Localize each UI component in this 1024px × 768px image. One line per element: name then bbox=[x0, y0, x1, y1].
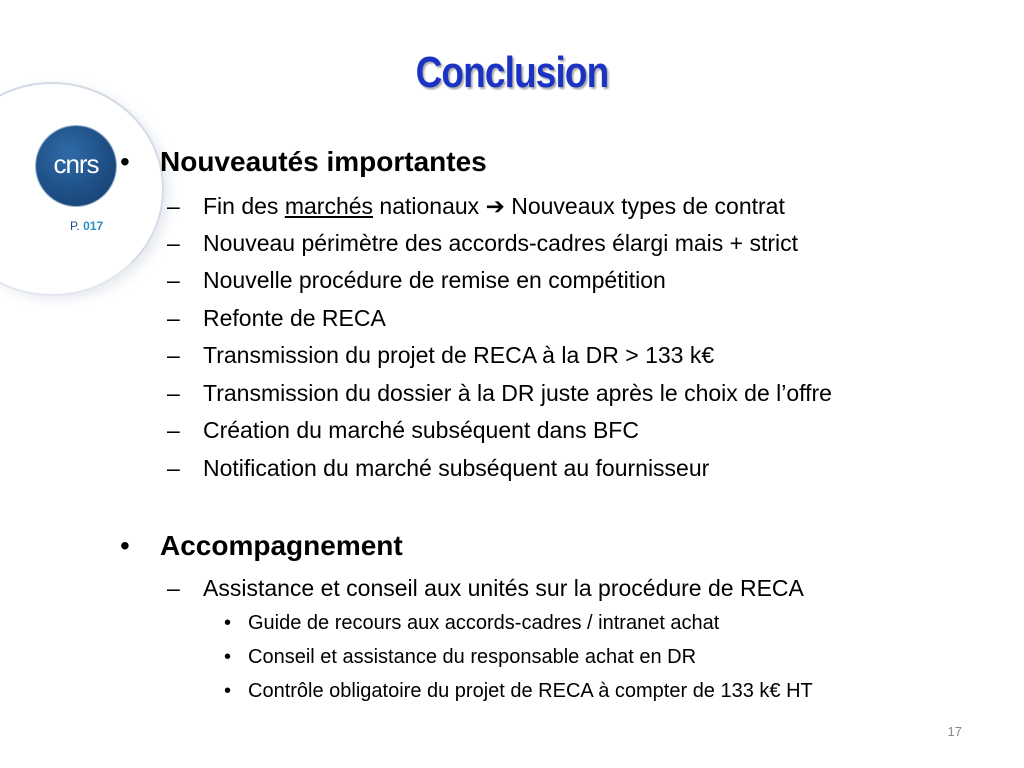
arrow-icon: ➔ bbox=[485, 193, 505, 219]
list-item bbox=[167, 342, 715, 369]
slide-title: Conclusion bbox=[415, 48, 609, 97]
cnrs-logo bbox=[36, 126, 116, 206]
dash-icon: – bbox=[167, 417, 180, 443]
sub-list-item-text: Contrôle obligatoire du projet de RECA à compter de 133 k€ HT bbox=[248, 680, 813, 702]
bullet-icon: • bbox=[224, 680, 232, 702]
logo-text: cnrs bbox=[53, 148, 99, 179]
logo-code-prefix: P. bbox=[70, 219, 80, 233]
sub-list-item bbox=[224, 646, 697, 669]
section-heading-1-text: Nouveautés importantes bbox=[160, 146, 487, 177]
list-item-text: Nouveaux types de contrat bbox=[511, 193, 785, 219]
list-item-text: Notification du marché subséquent au fournisseur bbox=[203, 455, 710, 481]
sub-list-item-text: Guide de recours aux accords-cadres / intranet achat bbox=[248, 612, 720, 634]
list-item bbox=[167, 305, 386, 332]
list-item-text: Transmission du projet de RECA à la DR > 133 k€ bbox=[203, 342, 715, 368]
list-item-text: Nouvelle procédure de remise en compétition bbox=[203, 267, 666, 293]
list-item-text: Création du marché subséquent dans BFC bbox=[203, 417, 639, 443]
list-item bbox=[167, 267, 666, 294]
bullet-icon: • bbox=[224, 612, 232, 634]
dash-icon: – bbox=[167, 193, 180, 219]
bullet-icon: • bbox=[120, 146, 130, 177]
list-item-text: Nouveau périmètre des accords-cadres élargi mais + strict bbox=[203, 230, 799, 256]
bullet-icon: • bbox=[120, 530, 130, 561]
bullet-icon: • bbox=[224, 646, 232, 668]
logo-code-number: 017 bbox=[83, 219, 104, 233]
section-heading-1 bbox=[120, 146, 487, 178]
dash-icon: – bbox=[167, 575, 180, 601]
sub-list-item-text: Conseil et assistance du responsable achat en DR bbox=[248, 646, 697, 668]
list-item bbox=[167, 230, 799, 257]
dash-icon: – bbox=[167, 305, 180, 331]
sub-list-item bbox=[224, 680, 813, 703]
list-item-text: Refonte de RECA bbox=[203, 305, 386, 331]
dash-icon: – bbox=[167, 267, 180, 293]
list-item bbox=[167, 455, 710, 482]
list-item-underlined: marchés bbox=[284, 193, 374, 219]
logo-code bbox=[70, 219, 103, 233]
list-item bbox=[167, 380, 832, 407]
dash-icon: – bbox=[167, 230, 180, 256]
list-item bbox=[167, 193, 785, 220]
list-item bbox=[167, 417, 639, 444]
list-item bbox=[167, 575, 804, 602]
list-item-text: Transmission du dossier à la DR juste après le choix de l’offre bbox=[203, 380, 832, 406]
section-heading-2 bbox=[120, 530, 403, 562]
dash-icon: – bbox=[167, 380, 180, 406]
sub-list-item bbox=[224, 612, 720, 635]
dash-icon: – bbox=[167, 455, 180, 481]
list-item-text: Fin des bbox=[203, 193, 279, 219]
list-item-text: nationaux bbox=[379, 193, 480, 219]
section-heading-2-text: Accompagnement bbox=[160, 530, 403, 561]
dash-icon: – bbox=[167, 342, 180, 368]
list-item-text: Assistance et conseil aux unités sur la procédure de RECA bbox=[203, 575, 804, 601]
page-number: 17 bbox=[947, 724, 962, 739]
